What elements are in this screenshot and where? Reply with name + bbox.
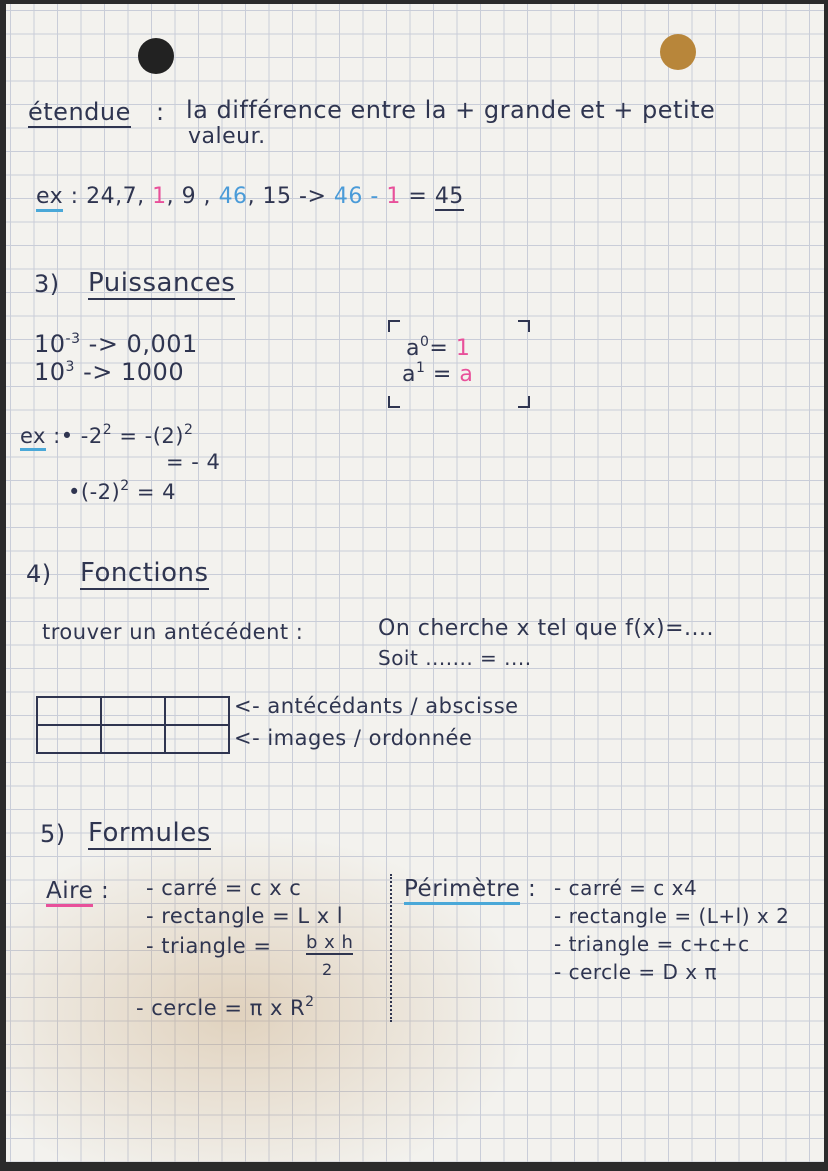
antecedent-soit: Soit ....... = ....: [378, 646, 532, 670]
antecedent-text: On cherche x tel que f(x)=....: [378, 616, 715, 641]
power-line2: [34, 358, 184, 386]
power-example2-lhs: •(-2): [68, 480, 121, 504]
table-cell: [37, 697, 101, 725]
table-cell: [101, 725, 165, 753]
power-line1-value: -> 0,001: [88, 330, 198, 358]
calc-equals: =: [408, 184, 428, 209]
aire-item: - carré = c x c: [146, 876, 302, 900]
perimetre-label: [404, 876, 536, 902]
table-cell: [165, 697, 229, 725]
power-line2-base: 10: [34, 358, 66, 386]
etendue-term: étendue: [28, 98, 131, 126]
power-example1-lhs: :• -2: [53, 424, 103, 448]
aire-label-text: Aire: [46, 878, 93, 907]
calc-min: 1: [386, 184, 401, 209]
calc-max: 46: [333, 184, 363, 209]
example-min-value: 1: [152, 184, 167, 209]
power-example-label: ex: [20, 424, 46, 451]
example-values-2: , 9 ,: [166, 184, 212, 209]
rule-one-base: a: [402, 362, 416, 387]
etendue-definition-line2: valeur.: [188, 124, 266, 149]
calc-result: 45: [434, 184, 464, 209]
rule-zero-exp: 0: [419, 334, 430, 350]
perimetre-item: - cercle = D x π: [554, 960, 717, 984]
aire-cercle-exp: 2: [305, 994, 315, 1010]
perimetre-label-text: Périmètre: [404, 876, 520, 905]
table-cell: [165, 725, 229, 753]
power-example2: [68, 478, 176, 504]
calc-minus: -: [370, 184, 379, 209]
aire-item: - rectangle = L x l: [146, 904, 344, 928]
example-colon: :: [70, 184, 79, 209]
example-values-1: 24,7,: [86, 184, 145, 209]
table-row2-label: <- images / ordonnée: [234, 726, 473, 750]
rule-zero-eq: =: [429, 336, 449, 361]
etendue-definition-line1: la différence entre la + grande et + petite: [186, 96, 716, 124]
aire-cercle-text: - cercle = π x R: [136, 996, 306, 1020]
aire-label: [46, 878, 109, 904]
power-example2-exp: 2: [120, 478, 130, 494]
aire-cercle: [136, 994, 315, 1020]
rule-one-exp: 1: [415, 360, 426, 376]
example-max-value: 46: [218, 184, 248, 209]
section5-number: 5): [40, 820, 66, 848]
rule-one-value: a: [459, 362, 474, 387]
example-etendue: [36, 184, 464, 209]
notebook-page: [6, 4, 824, 1162]
triangle-denominator: 2: [322, 960, 333, 979]
example-values-3: , 15 ->: [247, 184, 327, 209]
perimetre-item: - rectangle = (L+l) x 2: [554, 904, 790, 928]
rule-zero-value: 1: [455, 336, 471, 361]
rule-zero-base: a: [406, 336, 420, 361]
binder-hole-right: [660, 34, 696, 70]
table-row1-label: <- antécédants / abscisse: [234, 694, 519, 718]
power-rule-zero: [406, 334, 470, 361]
perimetre-item: - carré = c x4: [554, 876, 698, 900]
power-example1-rhs-exp: 2: [183, 422, 194, 438]
bracket-top-left: [388, 320, 400, 332]
power-line1-base: 10: [34, 330, 66, 358]
aire-item: - triangle =: [146, 934, 272, 958]
table-cell: [101, 697, 165, 725]
binder-hole-left: [138, 38, 174, 74]
power-line2-value: -> 1000: [83, 358, 185, 386]
bracket-bottom-right: [518, 396, 530, 408]
table-row: [37, 697, 229, 725]
value-table: [36, 696, 230, 754]
section3-number: 3): [34, 270, 60, 298]
bracket-top-right: [518, 320, 530, 332]
perimetre-item: - triangle = c+c+c: [554, 932, 750, 956]
power-example1-lhs-exp: 2: [102, 422, 113, 438]
power-example1-rhs: = -(2): [119, 424, 184, 448]
perimetre-separator: :: [528, 876, 537, 902]
example-label: ex: [36, 184, 63, 212]
section4-number: 4): [26, 560, 52, 588]
power-line1: [34, 330, 198, 358]
power-example2-result: = 4: [136, 480, 176, 504]
table-cell: [37, 725, 101, 753]
power-line1-exp: -3: [65, 331, 81, 347]
antecedent-label: trouver un antécédent :: [42, 620, 304, 644]
section5-title: Formules: [88, 818, 211, 848]
etendue-separator: :: [156, 98, 165, 126]
power-line2-exp: 3: [65, 359, 75, 375]
power-example1-result: = - 4: [166, 450, 221, 474]
table-row: [37, 725, 229, 753]
section4-title: Fonctions: [80, 558, 209, 588]
section3-title: Puissances: [88, 268, 236, 298]
power-rule-one: [402, 360, 473, 387]
power-example1: [20, 422, 193, 448]
triangle-numerator: b x h: [306, 932, 354, 953]
bracket-bottom-left: [388, 396, 400, 408]
aire-separator: :: [101, 878, 110, 904]
formula-divider: [390, 874, 392, 1022]
rule-one-eq: =: [432, 362, 452, 387]
